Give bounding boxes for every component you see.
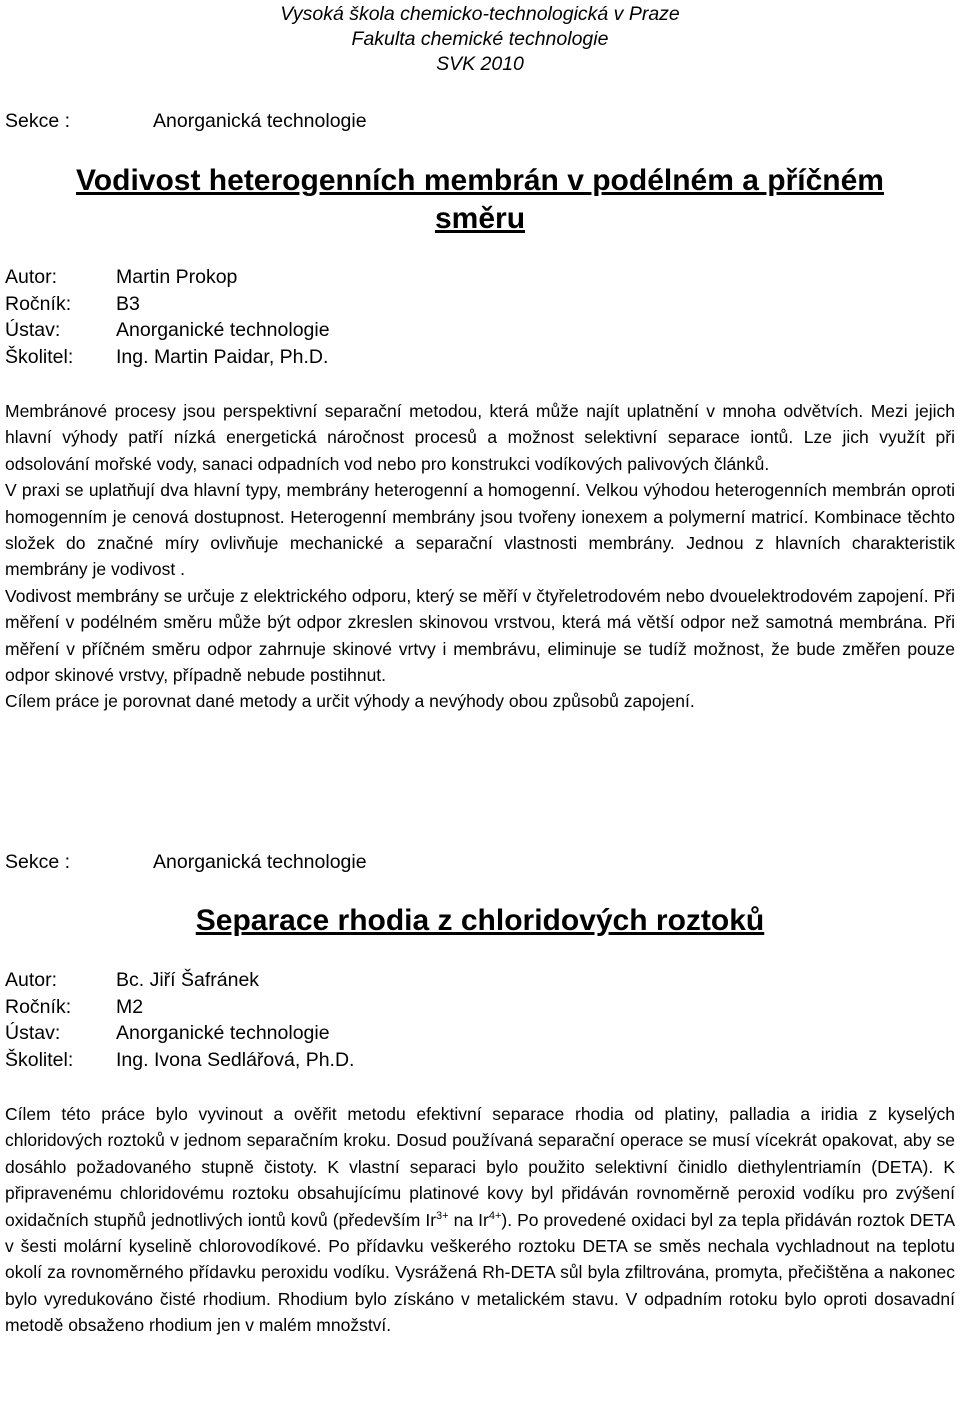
meta-value: Anorganické technologie [116,1022,330,1044]
charge-superscript: 4+ [488,1209,502,1222]
meta-value: B3 [116,292,140,315]
section-value: Anorganická technologie [153,851,367,873]
meta-key: Ústav: [5,319,61,341]
article-title-line: Vodivost heterogenních membrán v podélném a příčném [76,164,884,197]
abstract-paragraph: V praxi se uplatňují dva hlavní typy, membrány heterogenní a homogenní. Velkou výhodou heterogenních membrán oproti homogenním je cenová dostupnost. Heterogenní membrány jsou tvořeny ionexem a polymerní matricí. Kombinace těchto složek do značné míry ovlivňuje mechanické a separační vlastnosti membrány. Jednou z hlavních charakteristik membrány je vodivost . [5,480,955,580]
meta-value: Ing. Martin Paidar, Ph.D. [116,345,329,368]
abstract-paragraph [5,1101,955,1339]
article-title [0,902,960,940]
abstract-text: ). Po provedené oxidaci byl za tepla přidáván roztok DETA v šesti molární kyselině chlorovodíkové. Po přídavku veškerého roztoku DETA se směs nechala vychladnout na teplotu okolí za rovnoměrného přídavku peroxidu vodíku. Vysrážená Rh-DETA sůl byla zfiltrována, promyta, přečištěna a nakonec bylo vyredukováno čisté rhodium. Rhodium bylo získáno v metalickém stavu. V odpadním rotoku bylo oproti dosavadní metodě obsaženo rhodium jen v malém množství. [5,1209,955,1336]
section-label: Sekce : [5,110,71,132]
abstract-text: na Ir [448,1209,489,1230]
conference-name: SVK 2010 [436,53,524,75]
article-abstract [5,1101,955,1339]
meta-key: Ročník: [5,292,72,315]
charge-superscript: 3+ [436,1209,449,1222]
meta-value: Ing. Ivona Sedlářová, Ph.D. [116,1048,355,1071]
abstract-paragraph: Vodivost membrány se určuje z elektrického odporu, který se měří v čtyřeletrodovém nebo dvouelektrodovém zapojení. Při měření v podélném směru může být odpor zkreslen skinovou vrstvou, která má větší odpor než samotná membrána. Při měření v příčném směru odpor zahrnuje skinové vrtvy i membrávu, eliminuje se tudíž možnost, že bude změřen pouze odpor skinové vrstvy, případně nebude postihnut. [5,585,955,686]
meta-value: Bc. Jiří Šafránek [116,969,260,991]
faculty-name: Fakulta chemické technologie [351,28,609,50]
meta-key: Autor: [5,969,58,991]
abstract-paragraph: Cílem práce je porovnat dané metody a určit výhody a nevýhody obou způsobů zapojení. [5,691,695,712]
section-value: Anorganická technologie [153,110,367,132]
meta-value: Anorganické technologie [116,319,330,341]
article-abstract [5,398,955,715]
meta-key: Ročník: [5,995,72,1018]
meta-key: Školitel: [5,345,74,368]
meta-key: Ústav: [5,1022,61,1044]
document-header [0,2,960,77]
meta-value: Martin Prokop [116,266,238,288]
article-title-line: Separace rhodia z chloridových roztoků [195,904,765,937]
meta-key: Autor: [5,266,58,288]
article-title [0,162,960,238]
university-name: Vysoká škola chemicko-technologická v Praze [280,3,680,25]
abstract-paragraph: Membránové procesy jsou perspektivní separační metodou, která může najít uplatnění v mnoha odvětvích. Mezi jejich hlavní výhody patří nízká energetická náročnost procesů a možnost selektivní separace iontů. Lze jich využít při odsolování mořské vody, sanaci odpadních vod nebo pro konstrukci vodíkových palivových článků. [5,401,955,474]
abstract-text: Cílem této práce bylo vyvinout a ověřit metodu efektivní separace rhodia od platiny, palladia a iridia z kyselých chloridových roztoků v jednom separačním kroku. Dosud používaná separační operace se musí vícekrát opakovat, aby se dosáhlo požadovaného stupně čistoty. K vlastní separaci bylo použito selektivní činidlo diethylentriamín (DETA). K připravenému chloridovému roztoku obsahujícímu platinové kovy byl přidáván rovnoměrně peroxid vodíku pro zvýšení oxidačních stupňů jednotlivých iontů kovů (především Ir [5,1104,955,1230]
article-title-line: směru [434,202,526,235]
meta-key: Školitel: [5,1048,74,1071]
meta-value: M2 [116,995,144,1018]
section-label: Sekce : [5,851,71,873]
